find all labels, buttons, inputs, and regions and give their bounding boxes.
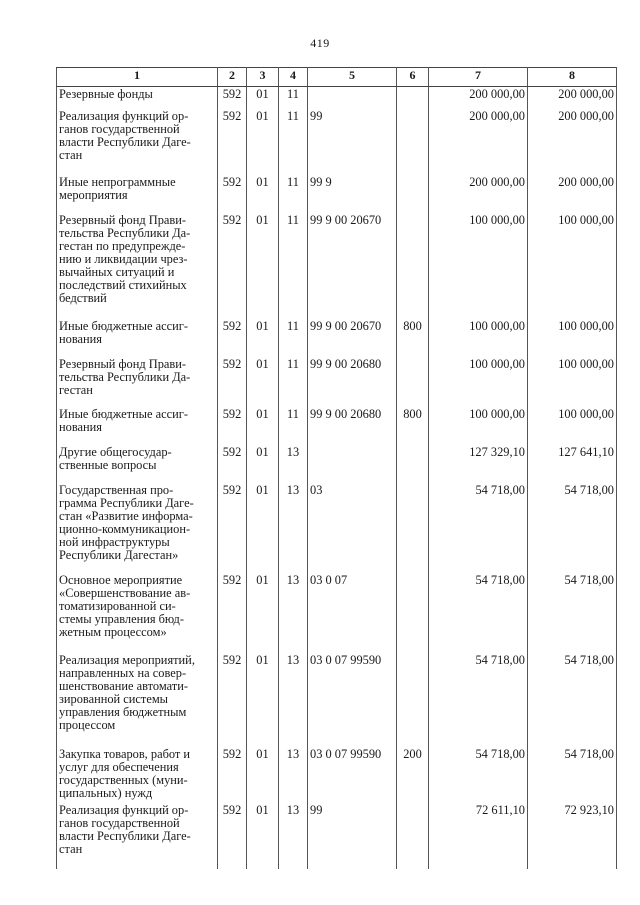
row-name: Иные бюджетные ассиг- нования [57,319,218,357]
section-code: 01 [247,653,279,747]
subsection-code: 11 [279,357,308,407]
amount-year-2: 100 000,00 [528,357,617,407]
subsection-code: 13 [279,573,308,653]
ministry-code: 592 [218,483,247,573]
target-article-code: 99 9 [308,175,397,213]
row-name: Закупка товаров, работ и услуг для обеспечения государственных (муни- ципальных) нужд [57,747,218,803]
ministry-code: 592 [218,573,247,653]
table-row [57,357,617,407]
target-article-code [308,445,397,483]
row-name: Резервный фонд Прави- тельства Республики Да- гестан по предупрежде- нию и ликвидации чрез- вычайных ситуаций и последствий стихийных бедствий [57,213,218,319]
target-article-code: 99 9 00 20670 [308,319,397,357]
amount-year-1: 200 000,00 [429,175,528,213]
section-code: 01 [247,483,279,573]
expense-type-code [397,357,429,407]
amount-year-2: 72 923,10 [528,803,617,869]
ministry-code: 592 [218,175,247,213]
target-article-code: 03 [308,483,397,573]
target-article-code: 03 0 07 99590 [308,747,397,803]
section-code: 01 [247,803,279,869]
subsection-code: 11 [279,319,308,357]
expense-type-code [397,109,429,175]
amount-year-1: 127 329,10 [429,445,528,483]
ministry-code: 592 [218,445,247,483]
amount-year-2: 54 718,00 [528,483,617,573]
budget-table [56,67,617,869]
amount-year-1: 54 718,00 [429,747,528,803]
target-article-code: 99 9 00 20680 [308,407,397,445]
ministry-code: 592 [218,407,247,445]
row-name: Реализация функций ор- ганов государственной власти Республики Даге- стан [57,109,218,175]
row-name: Реализация мероприятий, направленных на совер- шенствование автомати- зированной системы управления бюджетным процессом [57,653,218,747]
amount-year-1: 200 000,00 [429,87,528,109]
table-row [57,175,617,213]
amount-year-2: 54 718,00 [528,573,617,653]
table-row [57,803,617,869]
section-code: 01 [247,357,279,407]
row-name: Иные непрограммные мероприятия [57,175,218,213]
row-name: Резервные фонды [57,87,218,109]
expense-type-code [397,653,429,747]
amount-year-1: 72 611,10 [429,803,528,869]
row-name: Другие общегосудар- ственные вопросы [57,445,218,483]
amount-year-1: 54 718,00 [429,573,528,653]
amount-year-2: 54 718,00 [528,653,617,747]
column-header: 7 [429,68,528,87]
expense-type-code [397,175,429,213]
subsection-code: 13 [279,445,308,483]
section-code: 01 [247,573,279,653]
section-code: 01 [247,747,279,803]
table-body [57,87,617,869]
section-code: 01 [247,445,279,483]
amount-year-2: 100 000,00 [528,319,617,357]
amount-year-2: 54 718,00 [528,747,617,803]
amount-year-1: 54 718,00 [429,653,528,747]
ministry-code: 592 [218,357,247,407]
row-name: Государственная про- грамма Республики Даге- стан «Развитие информа- ционно-коммуникацион- ной инфраструктуры Республики Дагестан» [57,483,218,573]
subsection-code: 11 [279,213,308,319]
target-article-code: 99 [308,109,397,175]
column-header: 1 [57,68,218,87]
target-article-code: 99 9 00 20670 [308,213,397,319]
page-number: 419 [310,36,330,50]
expense-type-code: 200 [397,747,429,803]
amount-year-1: 100 000,00 [429,213,528,319]
target-article-code: 99 [308,803,397,869]
header-row [57,68,617,87]
column-header: 4 [279,68,308,87]
section-code: 01 [247,109,279,175]
amount-year-1: 100 000,00 [429,357,528,407]
target-article-code: 03 0 07 99590 [308,653,397,747]
target-article-code [308,87,397,109]
column-header: 3 [247,68,279,87]
column-header: 2 [218,68,247,87]
table-row [57,407,617,445]
ministry-code: 592 [218,109,247,175]
ministry-code: 592 [218,319,247,357]
amount-year-2: 100 000,00 [528,213,617,319]
amount-year-1: 100 000,00 [429,407,528,445]
row-name: Основное мероприятие «Совершенствование ав- томатизированной си- стемы управления бюд- жетным процессом» [57,573,218,653]
ministry-code: 592 [218,87,247,109]
table-row [57,319,617,357]
expense-type-code [397,87,429,109]
column-header: 5 [308,68,397,87]
section-code: 01 [247,175,279,213]
subsection-code: 11 [279,407,308,445]
amount-year-2: 200 000,00 [528,87,617,109]
subsection-code: 11 [279,109,308,175]
column-header: 6 [397,68,429,87]
subsection-code: 13 [279,803,308,869]
expense-type-code: 800 [397,407,429,445]
expense-type-code: 800 [397,319,429,357]
subsection-code: 13 [279,483,308,573]
target-article-code: 03 0 07 [308,573,397,653]
target-article-code: 99 9 00 20680 [308,357,397,407]
section-code: 01 [247,407,279,445]
amount-year-2: 200 000,00 [528,175,617,213]
amount-year-1: 200 000,00 [429,109,528,175]
table-row [57,573,617,653]
expense-type-code [397,445,429,483]
subsection-code: 11 [279,87,308,109]
row-name: Реализация функций ор- ганов государственной власти Республики Даге- стан [57,803,218,869]
section-code: 01 [247,319,279,357]
subsection-code: 13 [279,747,308,803]
table-row [57,109,617,175]
amount-year-2: 127 641,10 [528,445,617,483]
column-header: 8 [528,68,617,87]
expense-type-code [397,803,429,869]
subsection-code: 11 [279,175,308,213]
table-row [57,483,617,573]
amount-year-1: 54 718,00 [429,483,528,573]
table-row [57,213,617,319]
section-code: 01 [247,87,279,109]
amount-year-1: 100 000,00 [429,319,528,357]
table-row [57,445,617,483]
table-row [57,747,617,803]
section-code: 01 [247,213,279,319]
row-name: Резервный фонд Прави- тельства Республики Да- гестан [57,357,218,407]
expense-type-code [397,213,429,319]
ministry-code: 592 [218,803,247,869]
row-name: Иные бюджетные ассиг- нования [57,407,218,445]
table-row [57,87,617,109]
ministry-code: 592 [218,213,247,319]
expense-type-code [397,573,429,653]
ministry-code: 592 [218,747,247,803]
amount-year-2: 200 000,00 [528,109,617,175]
expense-type-code [397,483,429,573]
table-row [57,653,617,747]
subsection-code: 13 [279,653,308,747]
amount-year-2: 100 000,00 [528,407,617,445]
ministry-code: 592 [218,653,247,747]
